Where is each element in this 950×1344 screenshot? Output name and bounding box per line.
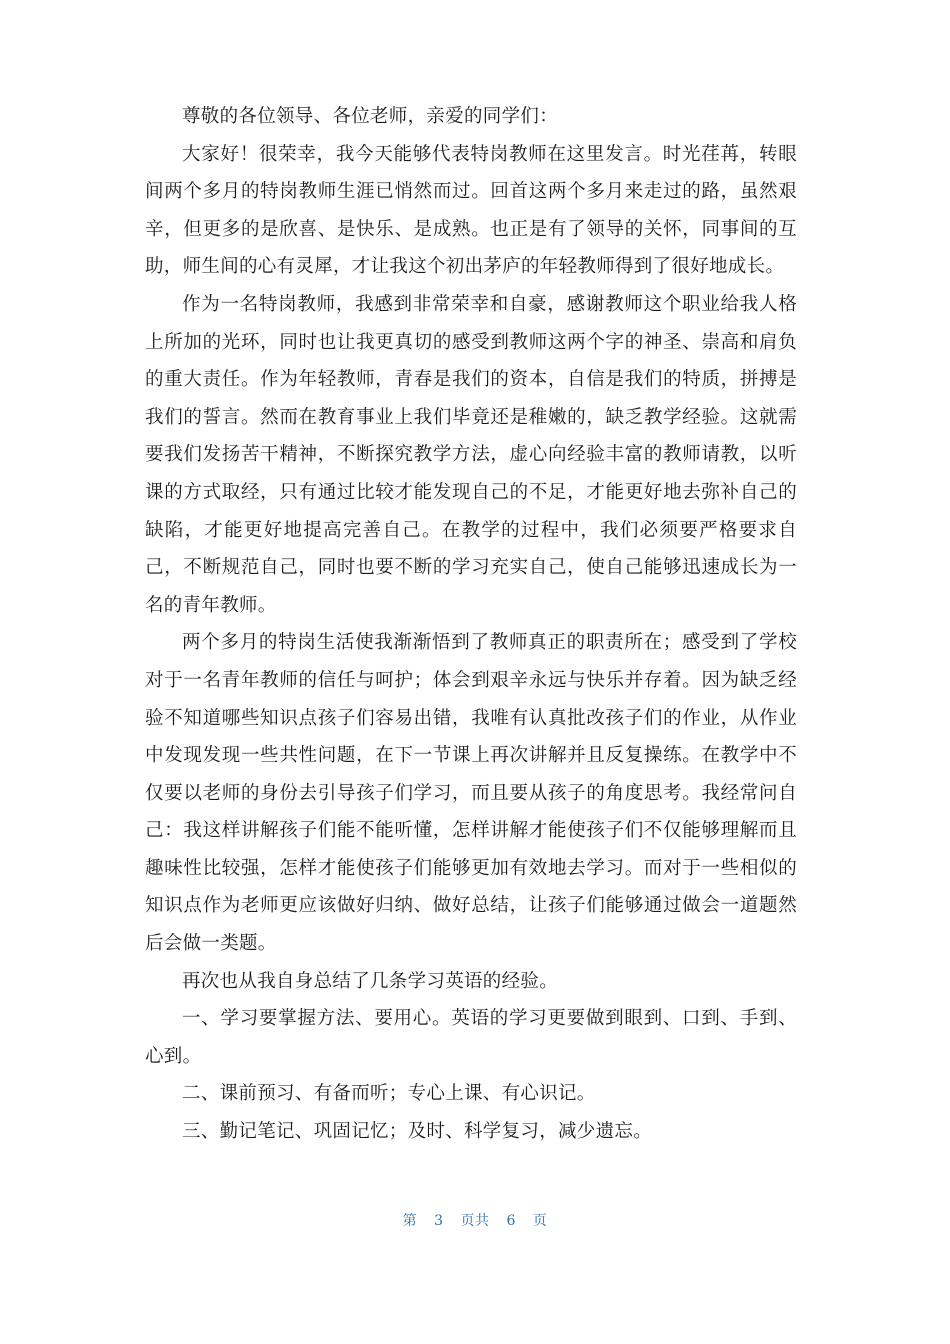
- salutation-paragraph: 尊敬的各位领导、各位老师，亲爱的同学们：: [182, 106, 559, 127]
- document-body: [145, 98, 797, 1151]
- body-paragraph: 再次也从我自身总结了几条学习英语的经验。: [182, 970, 559, 992]
- total-pages-number: 6: [506, 1213, 516, 1229]
- current-page-number: 3: [434, 1213, 444, 1229]
- list-item-paragraph: 三、勤记笔记、巩固记忆；及时、科学复习，减少遗忘。: [182, 1121, 653, 1143]
- body-paragraph: 作为一名特岗教师，我感到非常荣幸和自豪，感谢教师这个职业给我人格上所加的光环，同时也让我更真切的感受到教师这两个字的神圣、崇高和肩负的重大责任。作为年轻教师，青春是我们的资本，自信是我们的特质，拼搏是我们的誓言。然而在教育事业上我们毕竟还是稚嫩的，缺乏教学经验。这就需要我们发扬苦干精神，不断探究教学方法，虚心向经验丰富的教师请教，以听课的方式取经，只有通过比较才能发现自己的不足，才能更好地去弥补自己的缺陷，才能更好地提高完善自己。在教学的过程中，我们必须要严格要求自己，不断规范自己，同时也要不断的学习充实自己，使自己能够迅速成长为一名的青年教师。: [145, 293, 797, 616]
- page-label-prefix: 第: [402, 1213, 418, 1229]
- page-footer: [0, 1210, 950, 1230]
- body-paragraph: 大家好！很荣幸，我今天能够代表特岗教师在这里发言。时光荏苒，转眼间两个多月的特岗教师生涯已悄然而过。回首这两个多月来走过的路，虽然艰辛，但更多的是欣喜、是快乐、是成熟。也正是有了领导的关怀，同事间的互助，师生间的心有灵犀，才让我这个初出茅庐的年轻教师得到了很好地成长。: [145, 143, 797, 278]
- list-item-paragraph: 二、课前预习、有备而听；专心上课、有心识记。: [182, 1083, 596, 1105]
- page-label-suffix: 页: [532, 1213, 548, 1229]
- page-label-middle: 页共: [460, 1213, 490, 1229]
- list-item-paragraph: 一、学习要掌握方法、要用心。英语的学习更要做到眼到、口到、手到、心到。: [145, 1008, 797, 1067]
- body-paragraph: 两个多月的特岗生活使我渐渐悟到了教师真正的职责所在；感受到了学校对于一名青年教师的信任与呵护；体会到艰辛永远与快乐并存着。因为缺乏经验不知道哪些知识点孩子们容易出错，我唯有认真批改孩子们的作业，从作业中发现发现一些共性问题，在下一节课上再次讲解并且反复操练。在教学中不仅要以老师的身份去引导孩子们学习，而且要从孩子的角度思考。我经常问自己：我这样讲解孩子们能不能听懂，怎样讲解才能使孩子们不仅能够理解而且趣味性比较强，怎样才能使孩子们能够更加有效地去学习。而对于一些相似的知识点作为老师更应该做好归纳、做好总结，让孩子们能够通过做会一道题然后会做一类题。: [145, 632, 797, 955]
